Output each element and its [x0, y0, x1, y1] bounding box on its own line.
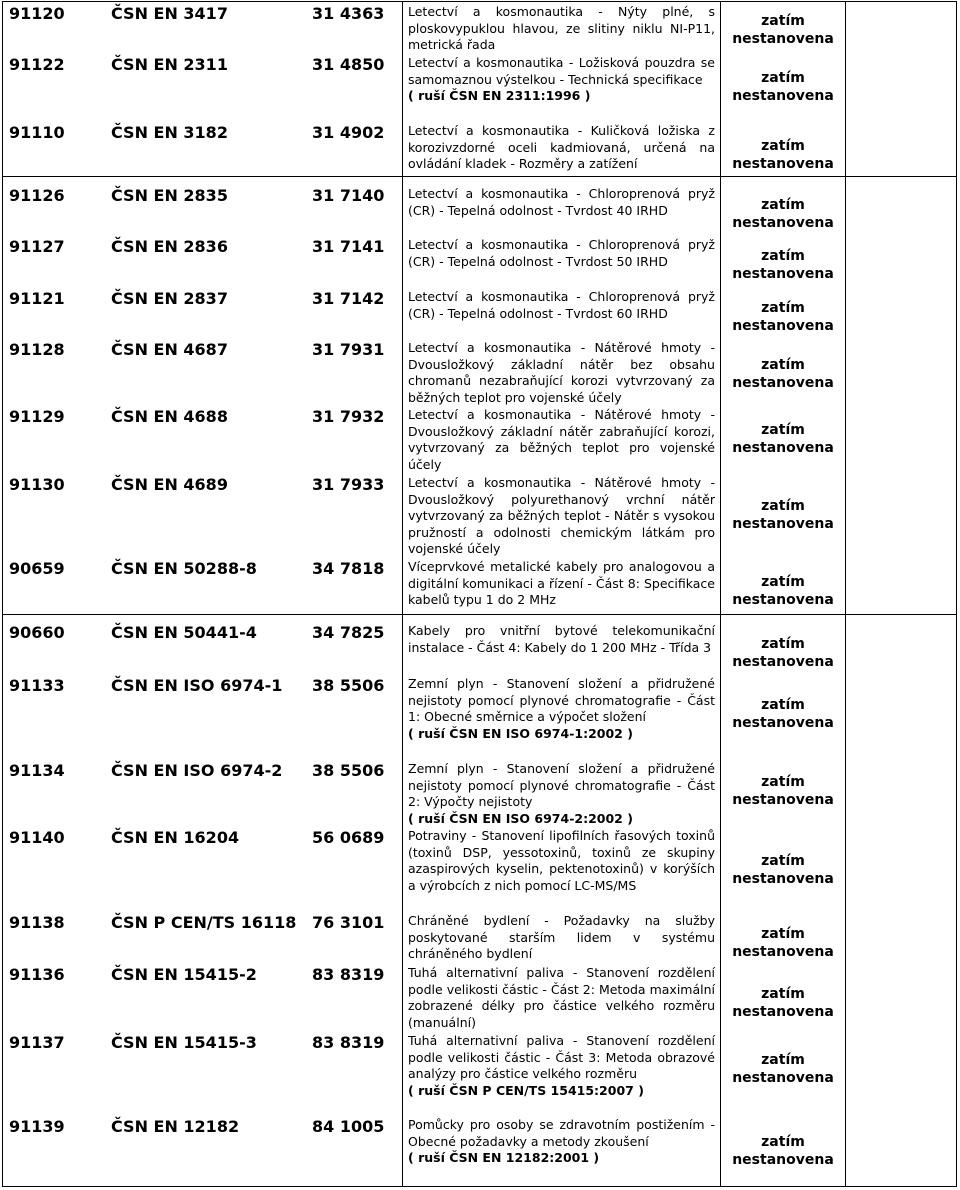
class-number: 38 5506 — [312, 761, 385, 780]
status-line: nestanovena — [732, 266, 834, 282]
entry-number: 91110 — [9, 123, 65, 142]
standard-code: ČSN EN 4687 — [111, 340, 228, 359]
standard-code: ČSN EN 16204 — [111, 828, 240, 847]
status-line: nestanovena — [732, 215, 834, 231]
title-text: Letectví a kosmonautika - Chloroprenová pryž (CR) - Tepelná odolnost - Tvrdost 40 IRHD — [408, 186, 715, 218]
entry-number: 91126 — [9, 186, 65, 205]
price-status — [725, 985, 841, 1021]
standard-title — [408, 676, 715, 742]
title-text: Kabely pro vnitřní bytové telekomunikační instalace - Část 4: Kabely do 1 200 MHz - Třída 3 — [408, 623, 715, 655]
status-line: zatím — [761, 986, 805, 1002]
title-text: Tuhá alternativní paliva - Stanovení rozdělení podle velikosti částic - Část 3: Metoda obrazové analýzy pro částice velkého rozměru — [408, 1033, 715, 1081]
standard-code: ČSN EN 15415-3 — [111, 1033, 257, 1052]
price-status — [725, 1133, 841, 1169]
entry-number: 91133 — [9, 676, 65, 695]
status-line: zatím — [761, 1052, 805, 1068]
title-text: Chráněné bydlení - Požadavky na služby poskytované starším lidem v systému chráněného bydlení — [408, 913, 715, 961]
price-status — [725, 696, 841, 732]
status-line: nestanovena — [732, 654, 834, 670]
standard-code: ČSN P CEN/TS 16118 — [111, 913, 297, 932]
status-line: nestanovena — [732, 1070, 834, 1086]
title-text: Letectví a kosmonautika - Ložisková pouzdra se samomaznou výstelkou - Technická specifikace — [408, 55, 715, 87]
status-line: zatím — [761, 422, 805, 438]
title-text: Letectví a kosmonautika - Chloroprenová pryž (CR) - Tepelná odolnost - Tvrdost 60 IRHD — [408, 289, 715, 321]
price-status — [725, 773, 841, 809]
standard-code: ČSN EN 12182 — [111, 1117, 240, 1136]
status-line: zatím — [761, 138, 805, 154]
standard-title — [408, 475, 715, 558]
entry-number: 91136 — [9, 965, 65, 984]
group-divider — [3, 614, 956, 615]
status-line: zatím — [761, 498, 805, 514]
status-line: nestanovena — [732, 375, 834, 391]
replaces-note: ( ruší ČSN P CEN/TS 15415:2007 ) — [408, 1082, 644, 1098]
replaces-note: ( ruší ČSN EN ISO 6974-1:2002 ) — [408, 725, 633, 741]
standard-title — [408, 559, 715, 609]
standard-title — [408, 186, 715, 219]
standard-code: ČSN EN ISO 6974-2 — [111, 761, 283, 780]
standard-code: ČSN EN 3182 — [111, 123, 228, 142]
status-line: nestanovena — [732, 715, 834, 731]
class-number: 38 5506 — [312, 676, 385, 695]
standard-title — [408, 407, 715, 473]
column-divider — [720, 2, 721, 1186]
price-status — [725, 247, 841, 283]
status-line: zatím — [761, 300, 805, 316]
standard-title — [408, 340, 715, 406]
status-line: zatím — [761, 774, 805, 790]
price-status — [725, 12, 841, 48]
entry-number: 91122 — [9, 55, 65, 74]
standard-title — [408, 761, 715, 827]
title-text: Letectví a kosmonautika - Nátěrové hmoty - Dvousložkový základní nátěr zabraňující korozi, vytvrzovaný za běžných teplot pro vojenské účely — [408, 407, 715, 472]
status-line: nestanovena — [732, 1004, 834, 1020]
title-text: Tuhá alternativní paliva - Stanovení rozdělení podle velikosti částic - Část 2: Metoda maximální zobrazené délky pro částice velkého rozměru (manuální) — [408, 965, 715, 1030]
standard-title — [408, 55, 715, 105]
standard-title — [408, 123, 715, 173]
entry-number: 91128 — [9, 340, 65, 359]
status-line: nestanovena — [732, 792, 834, 808]
entry-number: 90660 — [9, 623, 65, 642]
standard-code: ČSN EN 4689 — [111, 475, 228, 494]
standard-code: ČSN EN 50288-8 — [111, 559, 257, 578]
price-status — [725, 573, 841, 609]
standard-code: ČSN EN ISO 6974-1 — [111, 676, 283, 695]
price-status — [725, 1051, 841, 1087]
entry-number: 91139 — [9, 1117, 65, 1136]
standards-table — [2, 1, 957, 1187]
standard-title — [408, 289, 715, 322]
status-line: zatím — [761, 636, 805, 652]
status-line: nestanovena — [732, 440, 834, 456]
class-number: 83 8319 — [312, 1033, 385, 1052]
class-number: 31 7931 — [312, 340, 385, 359]
entry-number: 91137 — [9, 1033, 65, 1052]
entry-number: 91129 — [9, 407, 65, 426]
standard-title — [408, 237, 715, 270]
price-status — [725, 925, 841, 961]
class-number: 34 7818 — [312, 559, 385, 578]
entry-number: 91134 — [9, 761, 65, 780]
class-number: 31 7141 — [312, 237, 385, 256]
title-text: Zemní plyn - Stanovení složení a přidružené nejistoty pomocí plynové chromatografie - Část 2: Výpočty nejistoty — [408, 761, 715, 809]
standard-title — [408, 965, 715, 1031]
entry-number: 91121 — [9, 289, 65, 308]
class-number: 31 4850 — [312, 55, 385, 74]
standard-code: ČSN EN 3417 — [111, 4, 228, 23]
price-status — [725, 69, 841, 105]
entry-number: 90659 — [9, 559, 65, 578]
entry-number: 91127 — [9, 237, 65, 256]
replaces-note: ( ruší ČSN EN ISO 6974-2:2002 ) — [408, 810, 633, 826]
title-text: Letectví a kosmonautika - Nátěrové hmoty - Dvousložkový polyurethanový vrchní nátěr vytvrzovaný za běžných teplot - Nátěr s vysokou pružností a odolnosti chemickým látkám pro vojenské účely — [408, 475, 715, 556]
class-number: 31 7142 — [312, 289, 385, 308]
class-number: 31 7932 — [312, 407, 385, 426]
entry-number: 91120 — [9, 4, 65, 23]
status-line: nestanovena — [732, 156, 834, 172]
standard-title — [408, 4, 715, 54]
price-status — [725, 635, 841, 671]
class-number: 34 7825 — [312, 623, 385, 642]
price-status — [725, 852, 841, 888]
price-status — [725, 299, 841, 335]
group-divider — [3, 176, 956, 177]
class-number: 56 0689 — [312, 828, 385, 847]
title-text: Letectví a kosmonautika - Kuličková ložiska z korozivzdorné oceli kadmiovaná, určená na ovládání kladek - Rozměry a zatížení — [408, 123, 715, 171]
entry-number: 91130 — [9, 475, 65, 494]
status-line: nestanovena — [732, 318, 834, 334]
standard-code: ČSN EN 2835 — [111, 186, 228, 205]
entry-number: 91140 — [9, 828, 65, 847]
price-status — [725, 356, 841, 392]
standard-code: ČSN EN 15415-2 — [111, 965, 257, 984]
status-line: zatím — [761, 926, 805, 942]
class-number: 76 3101 — [312, 913, 385, 932]
status-line: nestanovena — [732, 88, 834, 104]
status-line: zatím — [761, 197, 805, 213]
class-number: 31 4902 — [312, 123, 385, 142]
class-number: 31 7140 — [312, 186, 385, 205]
status-line: zatím — [761, 1134, 805, 1150]
standard-title — [408, 1033, 715, 1099]
class-number: 31 7933 — [312, 475, 385, 494]
price-status — [725, 196, 841, 232]
column-divider — [402, 2, 403, 1186]
standard-title — [408, 1117, 715, 1167]
column-divider — [845, 2, 846, 1186]
standard-title — [408, 828, 715, 894]
title-text: Letectví a kosmonautika - Nýty plné, s ploskovypuklou hlavou, ze slitiny niklu NI-P11, metrická řada — [408, 4, 715, 52]
class-number: 83 8319 — [312, 965, 385, 984]
standard-title — [408, 623, 715, 656]
class-number: 84 1005 — [312, 1117, 385, 1136]
status-line: zatím — [761, 853, 805, 869]
standard-code: ČSN EN 2836 — [111, 237, 228, 256]
entry-number: 91138 — [9, 913, 65, 932]
price-status — [725, 497, 841, 533]
status-line: zatím — [761, 248, 805, 264]
standard-code: ČSN EN 50441-4 — [111, 623, 257, 642]
status-line: nestanovena — [732, 871, 834, 887]
status-line: nestanovena — [732, 31, 834, 47]
status-line: zatím — [761, 13, 805, 29]
replaces-note: ( ruší ČSN EN 2311:1996 ) — [408, 88, 591, 103]
replaces-note: ( ruší ČSN EN 12182:2001 ) — [408, 1150, 600, 1165]
price-status — [725, 137, 841, 173]
status-line: zatím — [761, 574, 805, 590]
title-text: Letectví a kosmonautika - Nátěrové hmoty - Dvousložkový základní nátěr bez obsahu chromanů nezabraňující korozi vytvrzovaný za běžných teplot pro vojenské účely — [408, 340, 715, 405]
status-line: nestanovena — [732, 1152, 834, 1168]
price-status — [725, 421, 841, 457]
standard-title — [408, 913, 715, 963]
status-line: zatím — [761, 357, 805, 373]
title-text: Víceprvkové metalické kabely pro analogovou a digitální komunikaci a řízení - Část 8: Specifikace kabelů typu 1 do 2 MHz — [408, 559, 715, 607]
class-number: 31 4363 — [312, 4, 385, 23]
status-line: zatím — [761, 70, 805, 86]
standard-code: ČSN EN 4688 — [111, 407, 228, 426]
standard-code: ČSN EN 2311 — [111, 55, 228, 74]
title-text: Potraviny - Stanovení lipofilních řasových toxinů (toxinů DSP, yessotoxinů, toxinů ze skupiny azaspirových kyselin, pektenotoxinů) v korýších a výrobcích z nich pomocí LC-MS/MS — [408, 828, 715, 893]
title-text: Pomůcky pro osoby se zdravotním postižením - Obecné požadavky a metody zkoušení — [408, 1117, 715, 1149]
status-line: nestanovena — [732, 944, 834, 960]
status-line: zatím — [761, 697, 805, 713]
status-line: nestanovena — [732, 516, 834, 532]
title-text: Zemní plyn - Stanovení složení a přidružené nejistoty pomocí plynové chromatografie - Část 1: Obecné směrnice a výpočet složení — [408, 676, 715, 724]
standard-code: ČSN EN 2837 — [111, 289, 228, 308]
status-line: nestanovena — [732, 592, 834, 608]
title-text: Letectví a kosmonautika - Chloroprenová pryž (CR) - Tepelná odolnost - Tvrdost 50 IRHD — [408, 237, 715, 269]
